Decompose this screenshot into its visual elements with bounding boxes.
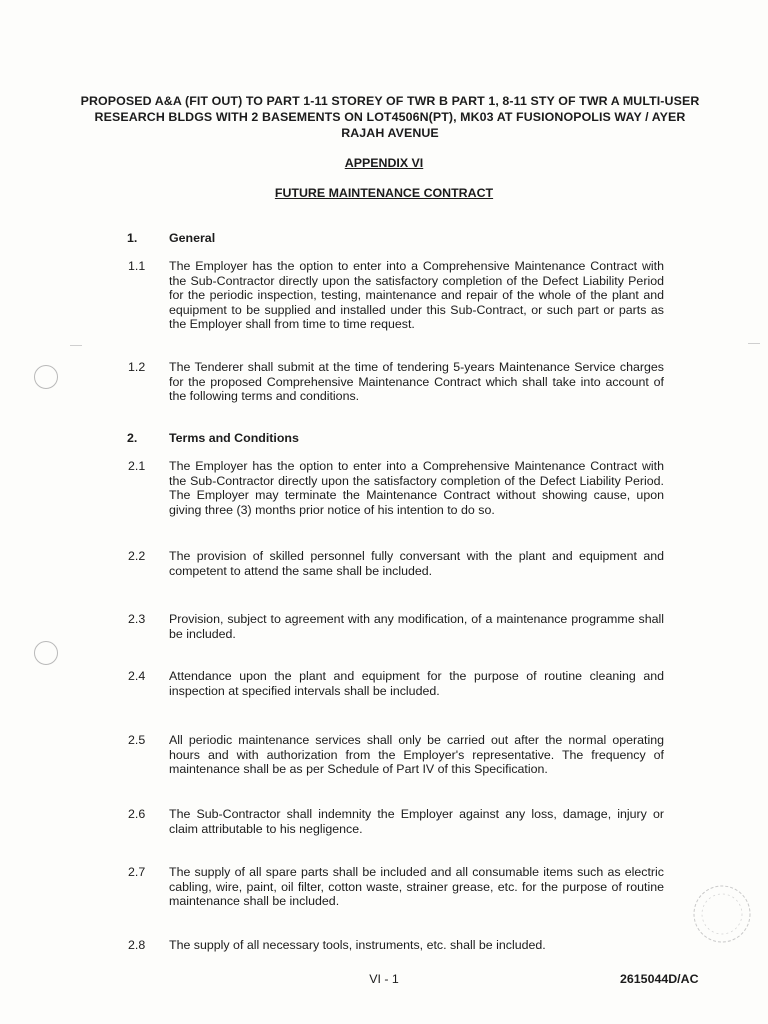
paragraph-number: 2.4 (128, 669, 146, 683)
paragraph-text: The Employer has the option to enter into a Comprehensive Maintenance Contract with the Sub-Contractor directly upon the satisfactory completion of the Defect Liability Period. The Employer may terminate the Maintenance Contract without showing cause, upon giving three (3) months prior notice of his intention to do so. (169, 459, 664, 517)
document-title: PROPOSED A&A (FIT OUT) TO PART 1-11 STOREY OF TWR B PART 1, 8-11 STY OF TWR A MULTI-USER RESEARCH BLDGS WITH 2 BASEMENTS ON LOT4506N(PT), MK03 AT FUSIONOPOLIS WAY / AYER RAJAH AVENUE (80, 94, 700, 140)
paragraph-text: The supply of all necessary tools, instruments, etc. shall be included. (169, 938, 546, 952)
paragraph-text: The Sub-Contractor shall indemnity the Employer against any loss, damage, injury or claim attributable to his negligence. (169, 807, 664, 836)
section-number: 2. (127, 431, 138, 445)
section-title-general: General (169, 231, 216, 245)
paragraph-text: All periodic maintenance services shall only be carried out after the normal operating hours and with authorization from the Employer's representative. The frequency of maintenance shall be as per Schedule of Part IV of this Specification. (169, 733, 664, 777)
paragraph-text: The Tenderer shall submit at the time of tendering 5-years Maintenance Service charges for the proposed Comprehensive Maintenance Contract which shall take into account of the following terms and conditions. (169, 360, 664, 404)
paragraph-number: 2.6 (128, 807, 146, 821)
page-number: VI - 1 (369, 972, 399, 986)
paragraph-number: 2.7 (128, 865, 146, 879)
paragraph-number: 1.2 (128, 360, 146, 374)
paragraph-number: 2.5 (128, 733, 146, 747)
paragraph-text: Provision, subject to agreement with any modification, of a maintenance programme shall be included. (169, 612, 664, 641)
document-reference: 2615044D/AC (620, 972, 699, 986)
appendix-heading: APPENDIX VI (344, 156, 424, 170)
faint-stamp-icon (688, 880, 752, 952)
document-subtitle: FUTURE MAINTENANCE CONTRACT (274, 186, 494, 200)
paragraph-text: The supply of all spare parts shall be included and all consumable items such as electric cabling, wire, paint, oil filter, cotton waste, strainer grease, etc. for the purpose of routine maintenance shall be included. (169, 865, 664, 909)
paragraph-text: The provision of skilled personnel fully conversant with the plant and equipment and competent to attend the same shall be included. (169, 549, 664, 578)
paragraph-text: Attendance upon the plant and equipment for the purpose of routine cleaning and inspection at specified intervals shall be included. (169, 669, 664, 698)
paragraph-number: 2.8 (128, 938, 146, 952)
margin-tick (70, 345, 82, 346)
paragraph-number: 2.2 (128, 549, 146, 563)
paragraph-number: 1.1 (128, 259, 146, 273)
paragraph-number: 2.1 (128, 459, 146, 473)
margin-tick (748, 343, 760, 344)
hole-punch-mark (34, 365, 58, 389)
hole-punch-mark (34, 641, 58, 665)
section-number: 1. (127, 231, 138, 245)
paragraph-number: 2.3 (128, 612, 146, 626)
paragraph-text: The Employer has the option to enter into a Comprehensive Maintenance Contract with the Sub-Contractor directly upon the satisfactory completion of the Defect Liability Period for the periodic inspection, testing, maintenance and repair of the whole of the plant and equipment to be supplied and installed under this Sub-Contract, or such part or parts as the Employer shall from time to time request. (169, 259, 664, 332)
section-title-terms: Terms and Conditions (169, 431, 299, 445)
